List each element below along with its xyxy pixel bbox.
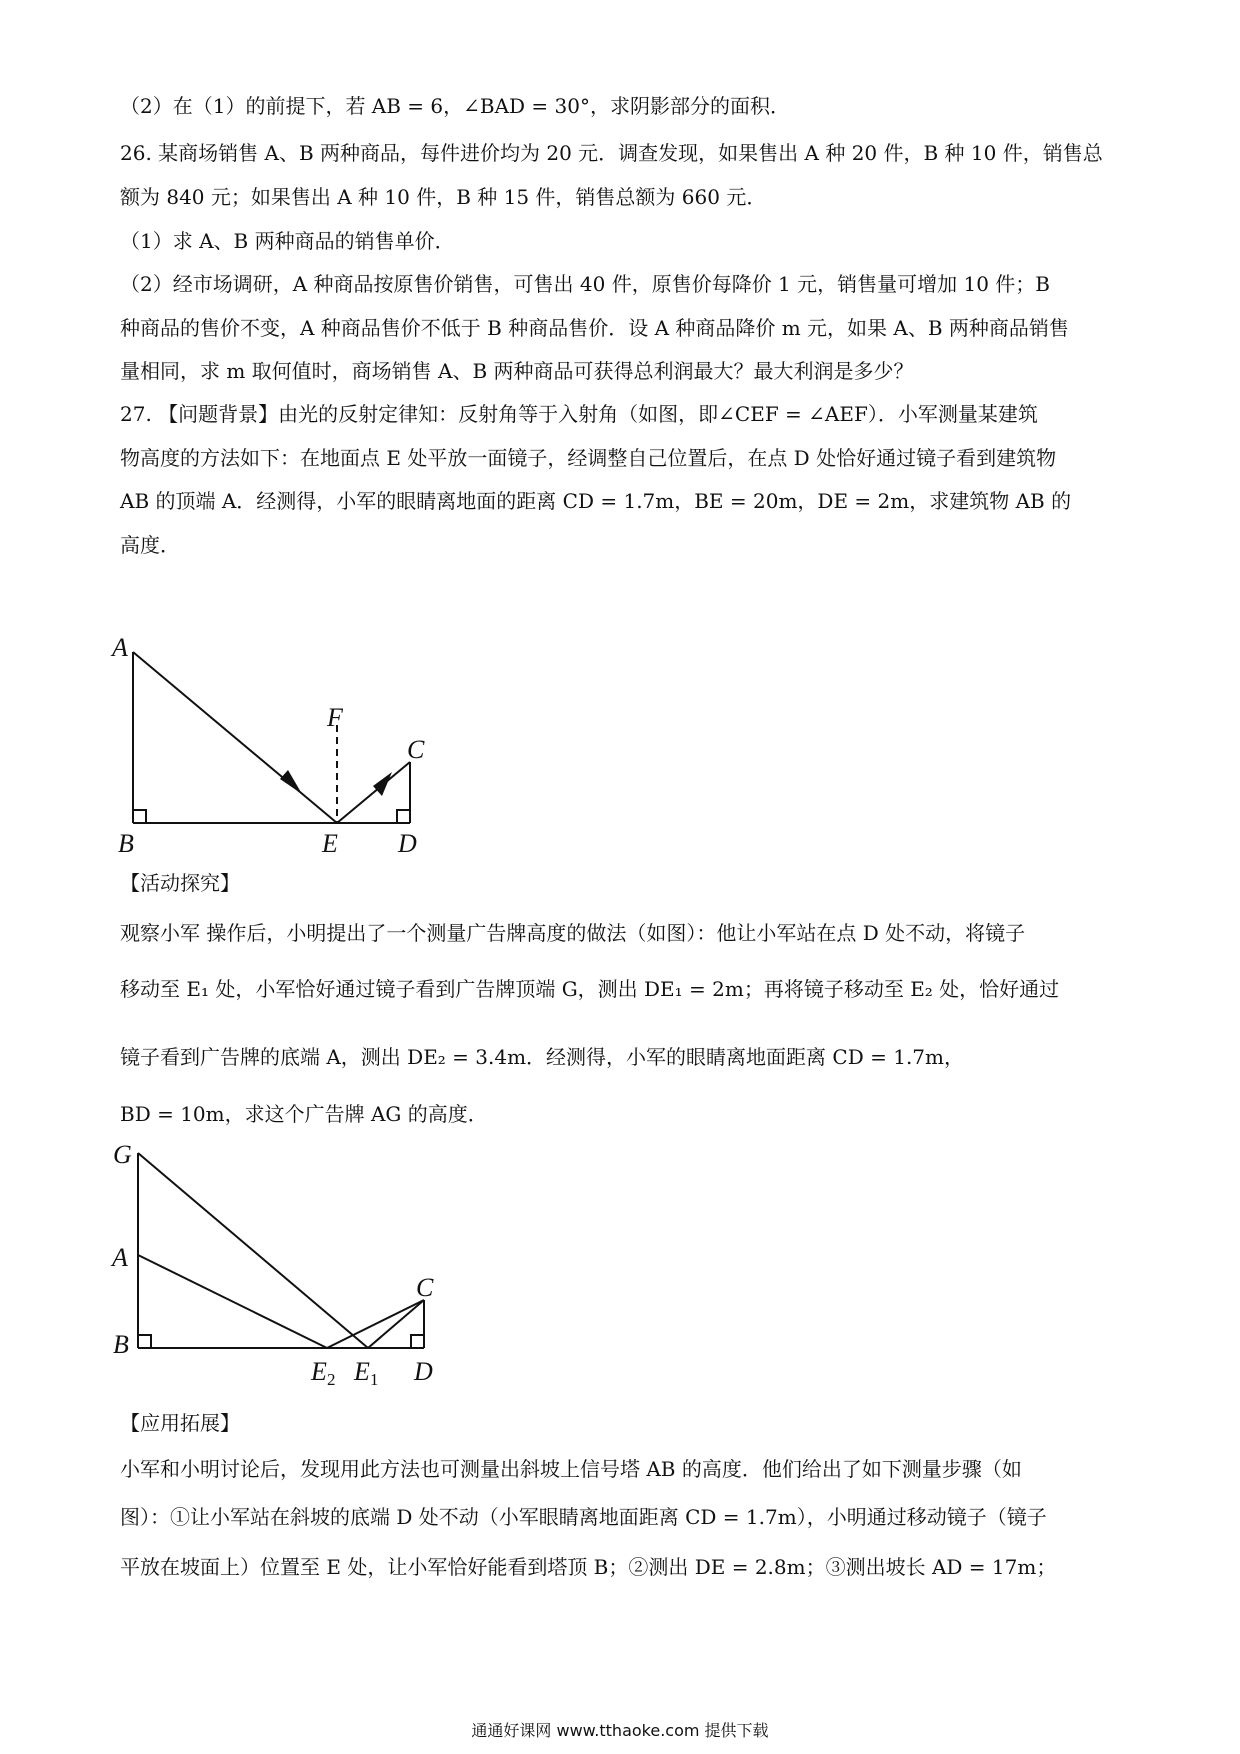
segment-e1c: [368, 1300, 424, 1348]
right-angle-d: [397, 810, 410, 823]
segment-ae2: [138, 1255, 327, 1348]
right-angle-d-2: [411, 1335, 424, 1348]
arrow-ec: [373, 772, 392, 796]
label-d: D: [398, 829, 417, 858]
label-e: E: [322, 829, 338, 858]
text-line-17: 图）：①让小军站在斜坡的底端 D 处不动（小军眼睛离地面距离 CD = 1.7m），小明通过移动镜子（镜子: [120, 1505, 1047, 1529]
label-a-2: A: [112, 1243, 128, 1272]
label-e1: E: [354, 1357, 370, 1386]
section-heading-application: 【应用拓展】: [120, 1411, 240, 1435]
text-line-14: 镜子看到广告牌的底端 A，测出 DE₂ = 3.4m．经测得，小军的眼睛离地面距离 CD = 1.7m，: [120, 1045, 964, 1069]
text-line-10: AB 的顶端 A．经测得，小军的眼睛离地面的距离 CD = 1.7m，BE = 20m，DE = 2m，求建筑物 AB 的: [120, 489, 1072, 513]
text-line-15: BD = 10m，求这个广告牌 AG 的高度．: [120, 1102, 488, 1126]
segment-ae: [133, 652, 337, 823]
label-a: A: [112, 633, 128, 662]
label-b: B: [118, 829, 134, 858]
figure-billboard: [138, 1153, 424, 1348]
page-footer: 通通好课网 www.tthaoke.com 提供下载: [471, 1721, 769, 1740]
right-angle-b: [133, 810, 146, 823]
right-angle-b-2: [138, 1335, 151, 1348]
label-e2-subscript: 2: [327, 1370, 336, 1389]
segment-e2c: [327, 1300, 424, 1348]
label-c: C: [407, 735, 425, 764]
label-e2: E: [311, 1357, 327, 1386]
section-heading-activity: 【活动探究】: [120, 871, 240, 895]
label-f: F: [327, 703, 343, 732]
text-line-12: 观察小军 操作后，小明提出了一个测量广告牌高度的做法（如图）：他让小军站在点 D 处不动，将镜子: [120, 921, 1026, 945]
text-line-2: 26. 某商场销售 A、B 两种商品，每件进价均为 20 元．调查发现，如果售出 A 种 20 件，B 种 10 件，销售总: [120, 141, 1103, 165]
label-g-2: G: [113, 1140, 132, 1169]
text-line-18: 平放在坡面上）位置至 E 处，让小军恰好能看到塔顶 B；②测出 DE = 2.8m；③测出坡长 AD = 17m；: [120, 1555, 1057, 1579]
arrow-ae: [280, 770, 302, 794]
text-line-16: 小军和小明讨论后，发现用此方法也可测量出斜坡上信号塔 AB 的高度．他们给出了如下测量步骤（如: [120, 1457, 1022, 1481]
segment-ec: [337, 762, 410, 823]
label-e1-subscript: 1: [370, 1370, 379, 1389]
text-line-3: 额为 840 元；如果售出 A 种 10 件，B 种 15 件，销售总额为 660 元．: [120, 185, 767, 209]
label-c-2: C: [416, 1273, 434, 1302]
text-line-1: （2）在（1）的前提下，若 AB = 6，∠BAD = 30°，求阴影部分的面积．: [120, 94, 790, 118]
text-line-8: 27. 【问题背景】由光的反射定律知：反射角等于入射角（如图，即∠CEF = ∠AEF）．小军测量某建筑: [120, 402, 1038, 426]
label-b-2: B: [113, 1330, 129, 1359]
label-d-2: D: [414, 1357, 433, 1386]
text-line-9: 物高度的方法如下：在地面点 E 处平放一面镜子，经调整自己位置后，在点 D 处恰好通过镜子看到建筑物: [120, 446, 1057, 470]
text-line-4: （1）求 A、B 两种商品的销售单价．: [120, 229, 455, 253]
text-line-13: 移动至 E₁ 处，小军恰好通过镜子看到广告牌顶端 G，测出 DE₁ = 2m；再将镜子移动至 E₂ 处，恰好通过: [120, 977, 1060, 1001]
text-line-6: 种商品的售价不变，A 种商品售价不低于 B 种商品售价．设 A 种商品降价 m 元，如果 A、B 两种商品销售: [120, 316, 1069, 340]
segment-ge1: [138, 1153, 368, 1348]
text-line-5: （2）经市场调研，A 种商品按原售价销售，可售出 40 件，原售价每降价 1 元，销售量可增加 10 件；B: [120, 272, 1050, 296]
text-line-11: 高度．: [120, 533, 180, 557]
text-line-7: 量相同，求 m 取何值时，商场销售 A、B 两种商品可获得总利润最大？最大利润是多少？: [120, 359, 914, 383]
